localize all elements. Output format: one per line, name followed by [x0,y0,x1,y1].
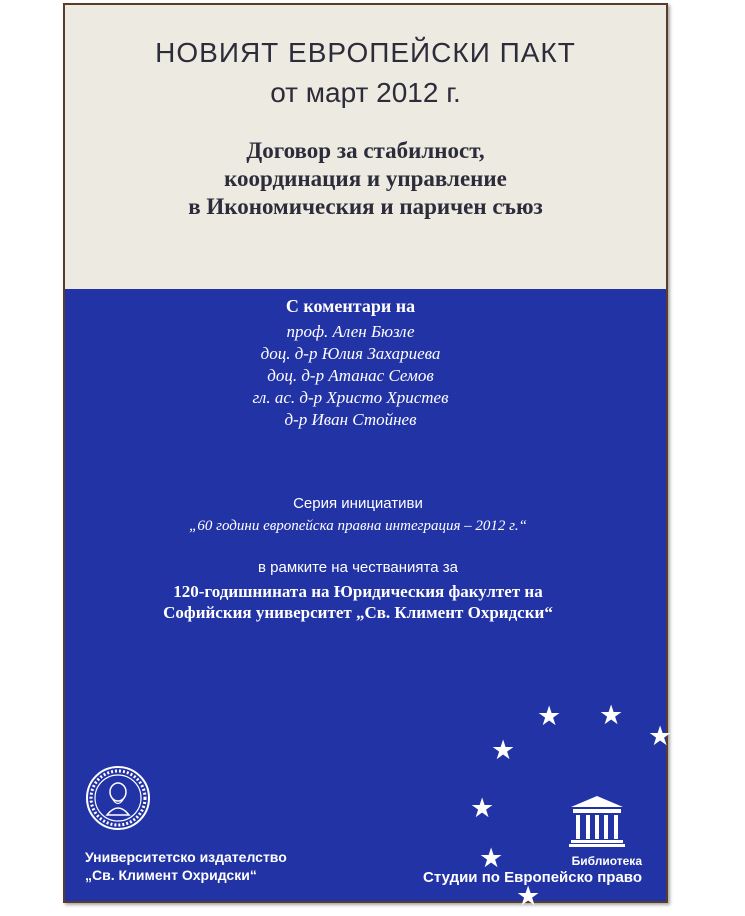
framework-text: в рамките на честванията за [258,559,458,576]
star-icon: ★ [491,735,516,766]
star-icon: ★ [479,843,504,874]
book-cover [63,3,673,912]
star-icon: ★ [537,701,562,732]
comments-heading: С коментари на [285,296,416,316]
author-name: проф. Ален Бюзле [286,322,415,341]
book-title-date: от март 2012 г. [270,77,461,108]
star-icon: ★ [599,700,624,731]
publisher-line: „Св. Климент Охридски“ [85,867,257,883]
book-subtitle [65,137,666,221]
subtitle-line: в Икономическия и паричен съюз [188,194,543,219]
star-icon: ★ [470,793,495,824]
subtitle-line: Договор за стабилност, [246,138,485,163]
university-seal-icon [85,765,151,831]
building-icon [567,793,627,849]
publisher-line: Университетско издателство [85,849,287,865]
author-name: д-р Иван Стойнев [284,410,417,429]
series-label: Серия инициативи [293,495,423,512]
subtitle-line: координация и управление [224,166,507,191]
author-name: доц. д-р Юлия Захариева [260,344,441,363]
author-name: гл. ас. д-р Христо Христев [252,388,449,407]
author-name: доц. д-р Атанас Семов [267,366,434,385]
book-title: НОВИЯТ ЕВРОПЕЙСКИ ПАКТ [155,37,576,68]
publisher-name [85,848,287,884]
library-series-name: Студии по Европейско право [423,869,642,886]
faculty-line: 120-годишнината на Юридическия факултет на [173,582,543,601]
library-label: Библиотека [571,854,642,868]
authors-list [35,321,666,431]
star-icon: ★ [648,721,673,752]
series-name: „60 години европейска правна интеграция – 2012 г.“ [189,518,527,534]
faculty-line: Софийския университет „Св. Климент Охридски“ [163,603,553,622]
star-icon: ★ [516,881,541,912]
